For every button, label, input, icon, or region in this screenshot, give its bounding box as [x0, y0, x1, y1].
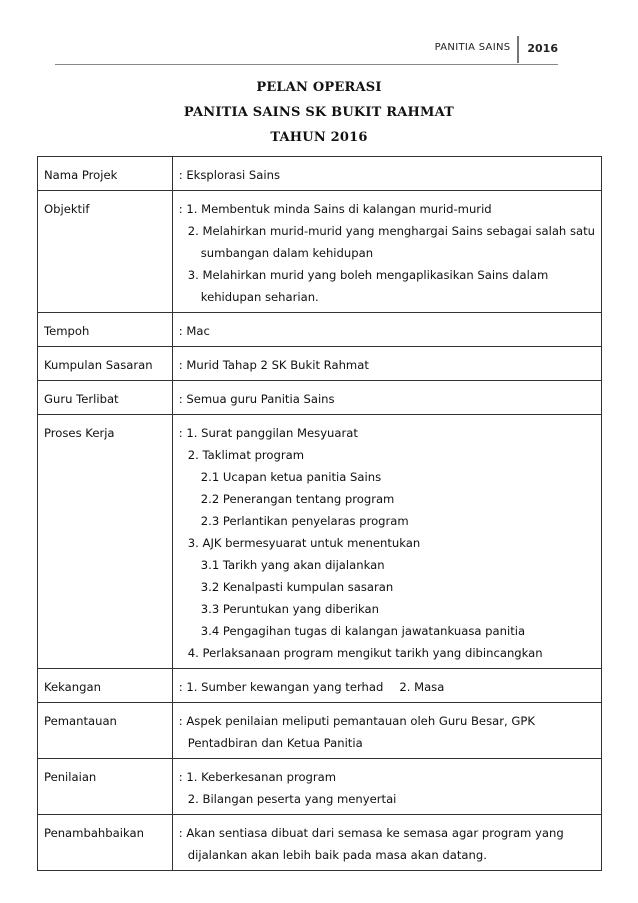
proses-line: : 1. Surat panggilan Mesyuarat — [178, 426, 358, 440]
row-value: : Mac — [172, 313, 601, 347]
row-nama-projek — [38, 157, 602, 191]
penilaian-line: : 1. Keberkesanan program — [178, 770, 337, 784]
row-penilaian — [38, 759, 602, 815]
row-pemantauan — [38, 703, 602, 759]
header-rule — [55, 64, 558, 65]
row-value: : Eksplorasi Sains — [172, 157, 601, 191]
proses-line: 2.2 Penerangan tentang program — [200, 492, 395, 506]
proses-line: 2. Taklimat program — [187, 448, 305, 462]
title-line-1: PELAN OPERASI — [256, 80, 382, 95]
penambahbaikan-line: dijalankan akan lebih baik pada masa akan datang. — [187, 848, 487, 862]
proses-line: 3.4 Pengagihan tugas di kalangan jawatankuasa panitia — [200, 624, 526, 638]
row-objektif — [38, 191, 602, 313]
objektif-line: sumbangan dalam kehidupan — [200, 246, 374, 260]
objektif-line: kehidupan seharian. — [200, 290, 319, 304]
proses-line: 4. Perlaksanaan program mengikut tarikh yang dibincangkan — [187, 646, 543, 660]
row-label: Penilaian — [38, 759, 173, 815]
row-guru-terlibat — [38, 381, 602, 415]
title-line-3: TAHUN 2016 — [270, 130, 368, 145]
proses-line: 3. AJK bermesyuarat untuk menentukan — [187, 536, 421, 550]
row-label: Pemantauan — [38, 703, 173, 759]
row-value — [172, 415, 601, 669]
row-kekangan — [38, 669, 602, 703]
kekangan-item-2: 2. Masa — [399, 680, 445, 694]
row-value — [172, 703, 601, 759]
row-label: Kumpulan Sasaran — [38, 347, 173, 381]
row-label: Objektif — [38, 191, 173, 313]
objektif-line: : 1. Membentuk minda Sains di kalangan murid-murid — [178, 202, 492, 216]
proses-line: 2.1 Ucapan ketua panitia Sains — [200, 470, 382, 484]
row-value — [172, 759, 601, 815]
row-label: Penambahbaikan — [38, 815, 173, 871]
penilaian-line: 2. Bilangan peserta yang menyertai — [187, 792, 397, 806]
row-label: Kekangan — [38, 669, 173, 703]
pemantauan-line: Pentadbiran dan Ketua Panitia — [187, 736, 363, 750]
row-label: Guru Terlibat — [38, 381, 173, 415]
row-penambahbaikan — [38, 815, 602, 871]
objektif-line: 2. Melahirkan murid-murid yang menghargai Sains sebagai salah satu — [187, 224, 595, 238]
row-value — [172, 815, 601, 871]
proses-line: 2.3 Perlantikan penyelaras program — [200, 514, 409, 528]
row-value — [172, 669, 601, 703]
proses-line: 3.3 Peruntukan yang diberikan — [200, 602, 379, 616]
proses-line: 3.2 Kenalpasti kumpulan sasaran — [200, 580, 394, 594]
header-org: PANITIA SAINS — [434, 42, 511, 53]
kekangan-item-1: : 1. Sumber kewangan yang terhad — [178, 680, 384, 694]
row-label: Tempoh — [38, 313, 173, 347]
proses-line: 3.1 Tarikh yang akan dijalankan — [200, 558, 385, 572]
plan-table — [37, 156, 602, 871]
row-value: : Murid Tahap 2 SK Bukit Rahmat — [172, 347, 601, 381]
penambahbaikan-line: : Akan sentiasa dibuat dari semasa ke semasa agar program yang — [178, 826, 564, 840]
row-kumpulan-sasaran — [38, 347, 602, 381]
row-value: : Semua guru Panitia Sains — [172, 381, 601, 415]
row-proses-kerja — [38, 415, 602, 669]
row-label: Nama Projek — [38, 157, 173, 191]
row-value — [172, 191, 601, 313]
objektif-line: 3. Melahirkan murid yang boleh mengaplikasikan Sains dalam — [187, 268, 549, 282]
title-line-2: PANITIA SAINS SK BUKIT RAHMAT — [183, 105, 455, 120]
row-label: Proses Kerja — [38, 415, 173, 669]
document-title — [0, 76, 638, 151]
page-header — [435, 36, 558, 63]
pemantauan-line: : Aspek penilaian meliputi pemantauan oleh Guru Besar, GPK — [178, 714, 535, 728]
header-year: 2016 — [527, 42, 558, 55]
row-tempoh — [38, 313, 602, 347]
